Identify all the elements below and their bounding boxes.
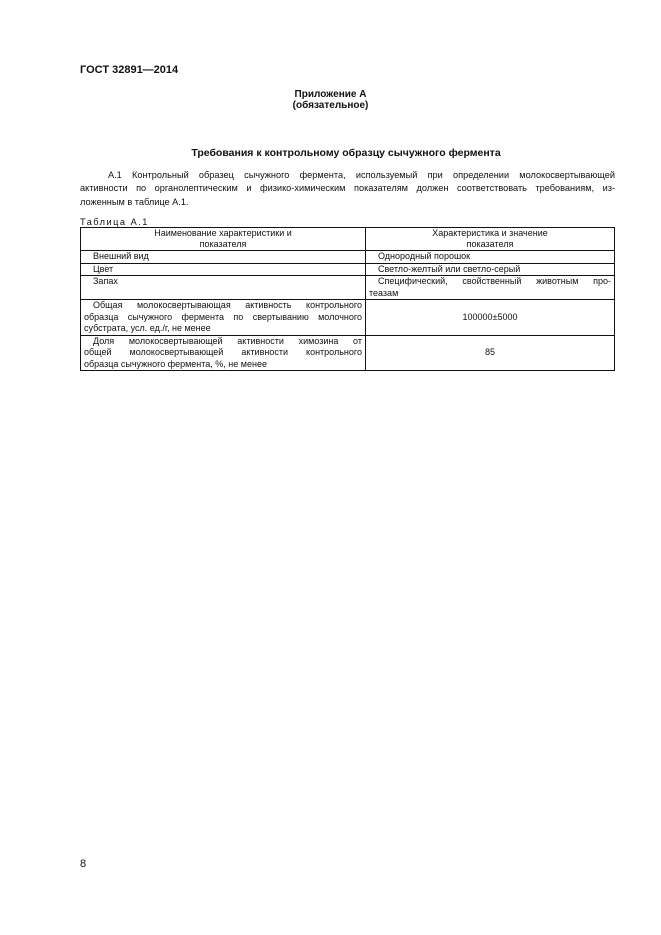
header-text: Характеристика и значение xyxy=(432,228,548,238)
table-row xyxy=(81,335,615,371)
cell-line: Общая молокосвертывающая активность контрольного xyxy=(93,300,362,310)
table-row xyxy=(81,276,615,300)
table-row xyxy=(81,251,615,264)
cell-value: Светло-желтый или светло-серый xyxy=(366,263,615,276)
paragraph-line: ложенным в таблице А.1. xyxy=(80,196,189,207)
cell-value: 100000±5000 xyxy=(366,300,615,336)
requirements-table xyxy=(80,227,615,371)
page-number: 8 xyxy=(80,858,87,870)
cell-line: общей молокосвертывающей активности контрольного xyxy=(84,347,362,357)
cell-name: Внешний вид xyxy=(81,251,366,264)
cell-line: теазам xyxy=(369,287,399,298)
cell-line: образца сычужного фермента, %, не менее xyxy=(84,358,267,369)
cell-line: субстрата, усл. ед./г, не менее xyxy=(84,323,211,333)
cell-name xyxy=(81,300,366,336)
table-row xyxy=(81,300,615,336)
column-header-value xyxy=(366,228,615,251)
paragraph-line: А.1 Контрольный образец сычужного фермента, используемый при определении молокосвертывающей xyxy=(108,170,615,180)
cell-line: Специфический, свойственный животным про- xyxy=(378,276,611,286)
cell-name: Запах xyxy=(81,276,366,300)
section-title: Требования к контрольному образцу сычужного фермента xyxy=(191,147,501,159)
table-header-row xyxy=(81,228,615,251)
table-caption: Таблица А.1 xyxy=(80,217,149,227)
cell-value xyxy=(366,276,615,300)
cell-name xyxy=(81,335,366,371)
paragraph-a1 xyxy=(80,169,615,209)
annex-subtitle: (обязательное) xyxy=(292,100,369,111)
cell-value: Однородный порошок xyxy=(366,251,615,264)
cell-name: Цвет xyxy=(81,263,366,276)
paragraph-line: активности по органолептическим и физико-химическим показателям должен соответствовать требованиям, из- xyxy=(80,183,615,194)
column-header-name xyxy=(81,228,366,251)
cell-line: образца сычужного фермента по свертыванию молочного xyxy=(84,311,362,322)
header-text: показателя xyxy=(466,239,514,249)
cell-line: Доля молокосвертывающей активности химозина от xyxy=(93,335,362,346)
header-text: показателя xyxy=(199,239,247,249)
header-text: Наименование характеристики и xyxy=(154,228,292,238)
cell-value: 85 xyxy=(366,335,615,371)
standard-designation: ГОСТ 32891—2014 xyxy=(80,64,179,76)
annex-title: Приложение А xyxy=(294,89,367,100)
table-row xyxy=(81,263,615,276)
